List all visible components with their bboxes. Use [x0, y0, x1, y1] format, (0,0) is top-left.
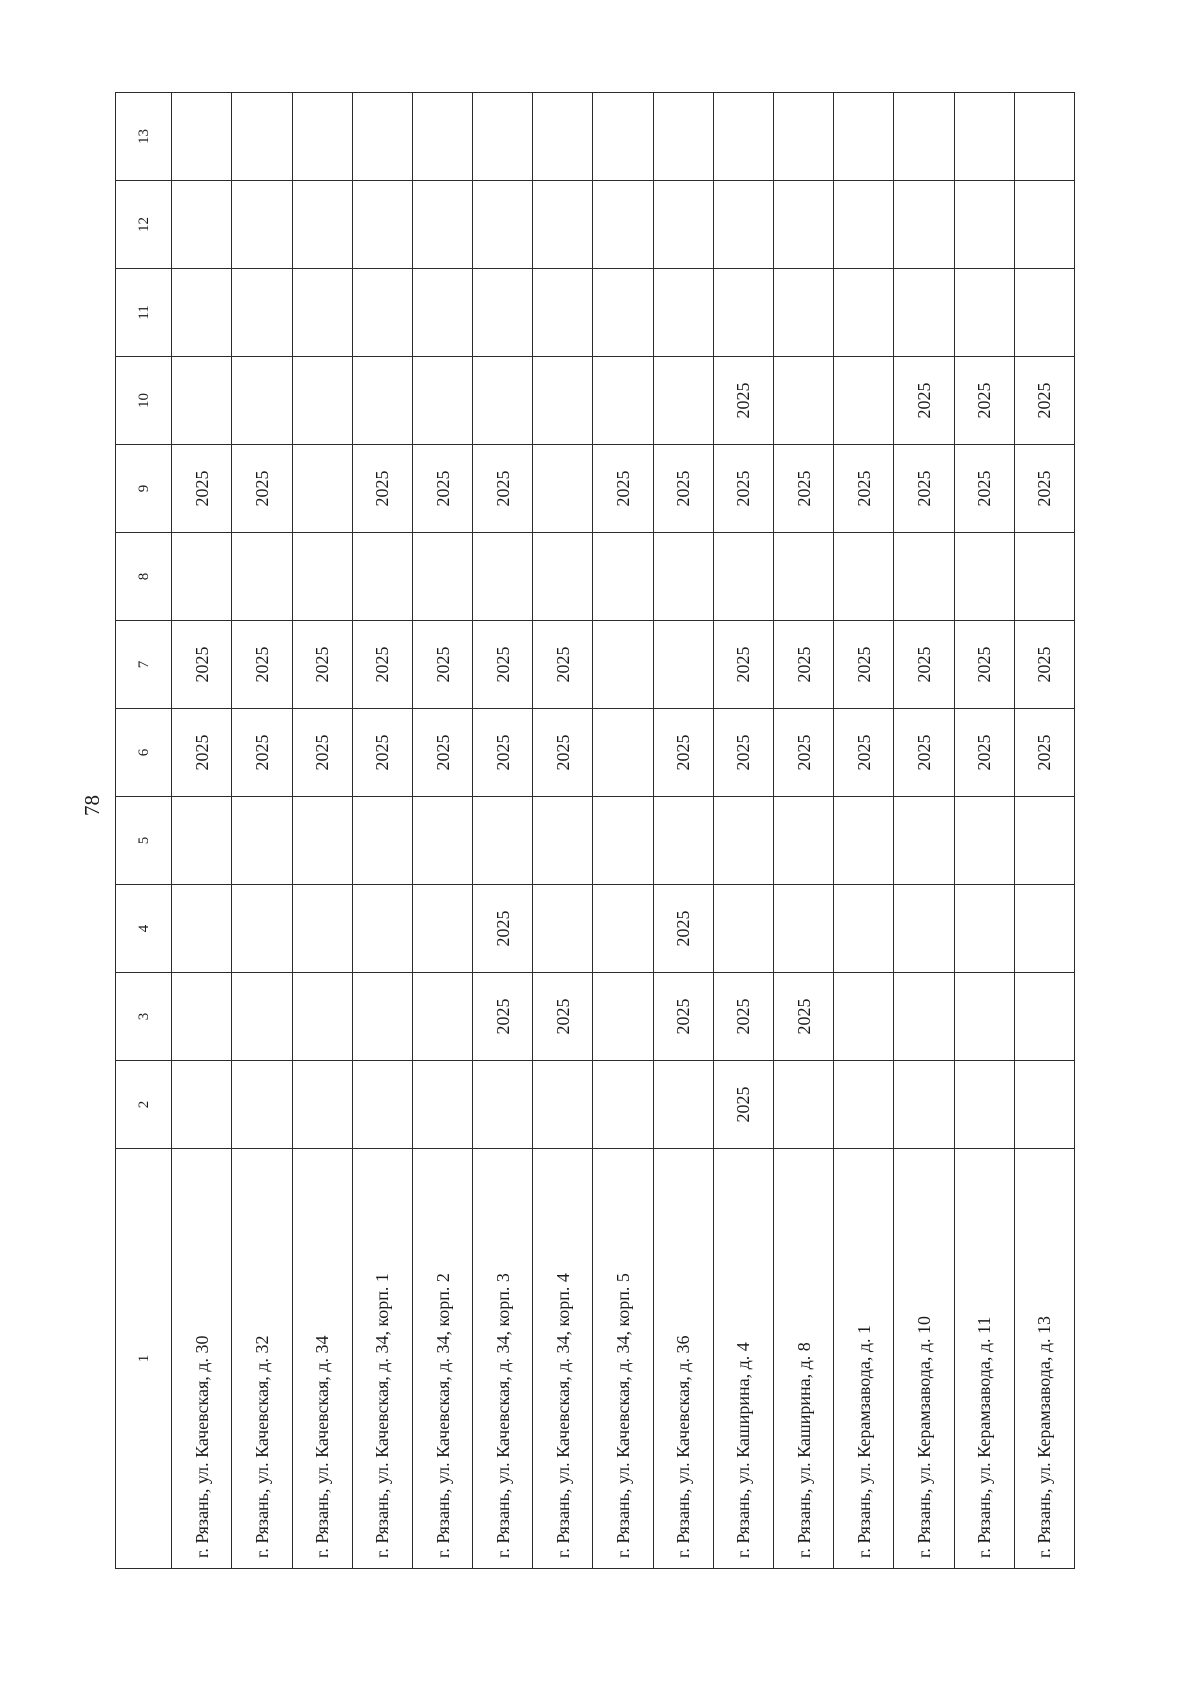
table-row: [774, 93, 834, 1569]
table-row: [894, 93, 954, 1569]
year-cell: 2025: [533, 973, 593, 1061]
year-cell: 2025: [172, 709, 232, 797]
year-cell: [292, 885, 352, 973]
year-cell: [894, 797, 954, 885]
year-cell: [834, 269, 894, 357]
year-cell: [172, 181, 232, 269]
year-cell: [232, 973, 292, 1061]
year-cell: [774, 885, 834, 973]
year-cell: [713, 797, 773, 885]
page-number: 78: [80, 795, 104, 816]
year-cell: 2025: [713, 973, 773, 1061]
year-cell: [593, 1061, 653, 1149]
year-cell: [533, 93, 593, 181]
year-cell: [954, 93, 1014, 181]
year-cell: [1014, 181, 1074, 269]
year-cell: 2025: [473, 709, 533, 797]
year-cell: [774, 1061, 834, 1149]
year-cell: [232, 93, 292, 181]
year-cell: 2025: [232, 445, 292, 533]
year-cell: 2025: [1014, 357, 1074, 445]
year-cell: [593, 621, 653, 709]
year-cell: 2025: [653, 973, 713, 1061]
year-cell: 2025: [713, 621, 773, 709]
year-cell: [894, 885, 954, 973]
year-cell: [713, 181, 773, 269]
year-cell: [593, 93, 653, 181]
register-table-container: [115, 93, 1075, 1569]
year-cell: 2025: [894, 709, 954, 797]
address-cell: г. Рязань, ул. Каширина, д. 4: [713, 1149, 773, 1569]
year-cell: 2025: [834, 709, 894, 797]
year-cell: [473, 269, 533, 357]
year-cell: [593, 533, 653, 621]
year-cell: 2025: [653, 709, 713, 797]
year-cell: [292, 797, 352, 885]
year-cell: 2025: [172, 621, 232, 709]
register-table: [115, 92, 1075, 1569]
year-cell: [1014, 885, 1074, 973]
year-cell: [653, 1061, 713, 1149]
year-cell: 2025: [1014, 709, 1074, 797]
year-cell: 2025: [232, 709, 292, 797]
column-number: 7: [116, 621, 172, 709]
year-cell: [1014, 533, 1074, 621]
address-cell: г. Рязань, ул. Качевская, д. 34, корп. 4: [533, 1149, 593, 1569]
year-cell: [352, 533, 412, 621]
year-cell: [292, 269, 352, 357]
year-cell: 2025: [653, 885, 713, 973]
year-cell: 2025: [473, 973, 533, 1061]
year-cell: [473, 797, 533, 885]
year-cell: [352, 93, 412, 181]
year-cell: [593, 181, 653, 269]
year-cell: [894, 1061, 954, 1149]
year-cell: [894, 973, 954, 1061]
column-number: 12: [116, 181, 172, 269]
year-cell: [774, 269, 834, 357]
year-cell: [1014, 797, 1074, 885]
address-cell: г. Рязань, ул. Качевская, д. 36: [653, 1149, 713, 1569]
column-number: 4: [116, 885, 172, 973]
table-row: [412, 93, 472, 1569]
year-cell: 2025: [412, 621, 472, 709]
year-cell: [713, 93, 773, 181]
year-cell: 2025: [292, 709, 352, 797]
year-cell: 2025: [412, 445, 472, 533]
year-cell: [232, 1061, 292, 1149]
year-cell: [473, 93, 533, 181]
year-cell: [292, 357, 352, 445]
year-cell: [473, 533, 533, 621]
year-cell: [352, 181, 412, 269]
table-row: [713, 93, 773, 1569]
year-cell: [774, 797, 834, 885]
year-cell: [834, 181, 894, 269]
year-cell: [593, 269, 653, 357]
year-cell: 2025: [412, 709, 472, 797]
year-cell: [593, 709, 653, 797]
year-cell: [1014, 93, 1074, 181]
year-cell: [352, 1061, 412, 1149]
year-cell: [954, 797, 1014, 885]
year-cell: [894, 269, 954, 357]
year-cell: 2025: [473, 621, 533, 709]
year-cell: [653, 269, 713, 357]
year-cell: [412, 797, 472, 885]
year-cell: [172, 533, 232, 621]
year-cell: [412, 357, 472, 445]
year-cell: [352, 885, 412, 973]
year-cell: [653, 181, 713, 269]
year-cell: 2025: [954, 709, 1014, 797]
table-row: [292, 93, 352, 1569]
year-cell: [232, 357, 292, 445]
year-cell: [834, 1061, 894, 1149]
year-cell: 2025: [954, 445, 1014, 533]
year-cell: [894, 93, 954, 181]
year-cell: [894, 533, 954, 621]
year-cell: [954, 533, 1014, 621]
header-row: [116, 93, 172, 1569]
column-number: 13: [116, 93, 172, 181]
year-cell: [954, 1061, 1014, 1149]
year-cell: 2025: [653, 445, 713, 533]
column-number: 10: [116, 357, 172, 445]
year-cell: [412, 533, 472, 621]
year-cell: 2025: [172, 445, 232, 533]
year-cell: [172, 885, 232, 973]
year-cell: 2025: [593, 445, 653, 533]
year-cell: [172, 93, 232, 181]
year-cell: [533, 181, 593, 269]
address-cell: г. Рязань, ул. Керамзавода, д. 10: [894, 1149, 954, 1569]
year-cell: [834, 797, 894, 885]
year-cell: [232, 181, 292, 269]
year-cell: 2025: [774, 621, 834, 709]
year-cell: 2025: [894, 357, 954, 445]
year-cell: [533, 445, 593, 533]
year-cell: 2025: [894, 621, 954, 709]
year-cell: [352, 269, 412, 357]
year-cell: [172, 797, 232, 885]
year-cell: [292, 973, 352, 1061]
table-row: [834, 93, 894, 1569]
year-cell: [533, 533, 593, 621]
year-cell: 2025: [713, 445, 773, 533]
year-cell: 2025: [954, 357, 1014, 445]
year-cell: [412, 269, 472, 357]
table-row: [473, 93, 533, 1569]
year-cell: 2025: [774, 709, 834, 797]
year-cell: 2025: [533, 709, 593, 797]
year-cell: [653, 797, 713, 885]
address-cell: г. Рязань, ул. Качевская, д. 32: [232, 1149, 292, 1569]
year-cell: [713, 533, 773, 621]
year-cell: [954, 269, 1014, 357]
year-cell: 2025: [954, 621, 1014, 709]
year-cell: [352, 797, 412, 885]
year-cell: [774, 533, 834, 621]
table-row: [232, 93, 292, 1569]
year-cell: 2025: [1014, 445, 1074, 533]
year-cell: 2025: [774, 973, 834, 1061]
year-cell: [172, 1061, 232, 1149]
year-cell: [834, 973, 894, 1061]
year-cell: 2025: [533, 621, 593, 709]
year-cell: [292, 533, 352, 621]
year-cell: [292, 445, 352, 533]
table-row: [1014, 93, 1074, 1569]
year-cell: [473, 181, 533, 269]
year-cell: 2025: [473, 445, 533, 533]
year-cell: [412, 181, 472, 269]
table-row: [533, 93, 593, 1569]
year-cell: [1014, 269, 1074, 357]
year-cell: 2025: [713, 709, 773, 797]
year-cell: [412, 885, 472, 973]
year-cell: 2025: [713, 1061, 773, 1149]
year-cell: [653, 533, 713, 621]
address-cell: г. Рязань, ул. Качевская, д. 34: [292, 1149, 352, 1569]
address-cell: г. Рязань, ул. Каширина, д. 8: [774, 1149, 834, 1569]
year-cell: [473, 1061, 533, 1149]
year-cell: [774, 357, 834, 445]
year-cell: 2025: [834, 445, 894, 533]
year-cell: [172, 357, 232, 445]
year-cell: 2025: [352, 709, 412, 797]
address-cell: г. Рязань, ул. Качевская, д. 34, корп. 1: [352, 1149, 412, 1569]
year-cell: [533, 797, 593, 885]
year-cell: [292, 1061, 352, 1149]
register-table-body: [116, 93, 1075, 1569]
address-cell: г. Рязань, ул. Качевская, д. 34, корп. 3: [473, 1149, 533, 1569]
year-cell: [653, 621, 713, 709]
year-cell: [834, 885, 894, 973]
year-cell: [232, 533, 292, 621]
year-cell: [412, 93, 472, 181]
year-cell: 2025: [232, 621, 292, 709]
column-number: 1: [116, 1149, 172, 1569]
address-cell: г. Рязань, ул. Качевская, д. 34, корп. 2: [412, 1149, 472, 1569]
year-cell: 2025: [834, 621, 894, 709]
year-cell: [352, 973, 412, 1061]
address-cell: г. Рязань, ул. Качевская, д. 30: [172, 1149, 232, 1569]
year-cell: [894, 181, 954, 269]
column-number: 3: [116, 973, 172, 1061]
year-cell: [774, 93, 834, 181]
year-cell: [954, 885, 1014, 973]
year-cell: [473, 357, 533, 445]
year-cell: 2025: [292, 621, 352, 709]
year-cell: [954, 181, 1014, 269]
year-cell: 2025: [1014, 621, 1074, 709]
year-cell: [172, 973, 232, 1061]
column-number: 5: [116, 797, 172, 885]
year-cell: [292, 181, 352, 269]
year-cell: [653, 357, 713, 445]
year-cell: 2025: [352, 621, 412, 709]
table-row: [653, 93, 713, 1569]
year-cell: [412, 1061, 472, 1149]
address-cell: г. Рязань, ул. Качевская, д. 34, корп. 5: [593, 1149, 653, 1569]
year-cell: [172, 269, 232, 357]
year-cell: [232, 269, 292, 357]
address-cell: г. Рязань, ул. Керамзавода, д. 1: [834, 1149, 894, 1569]
column-number: 6: [116, 709, 172, 797]
column-number: 9: [116, 445, 172, 533]
year-cell: [774, 181, 834, 269]
address-cell: г. Рязань, ул. Керамзавода, д. 13: [1014, 1149, 1074, 1569]
year-cell: [292, 93, 352, 181]
column-number: 8: [116, 533, 172, 621]
year-cell: [593, 885, 653, 973]
year-cell: 2025: [473, 885, 533, 973]
year-cell: [954, 973, 1014, 1061]
year-cell: [533, 269, 593, 357]
year-cell: [834, 357, 894, 445]
year-cell: [232, 885, 292, 973]
year-cell: [593, 973, 653, 1061]
year-cell: [1014, 973, 1074, 1061]
year-cell: [834, 93, 894, 181]
year-cell: [713, 269, 773, 357]
year-cell: 2025: [774, 445, 834, 533]
year-cell: [352, 357, 412, 445]
year-cell: [653, 93, 713, 181]
year-cell: [593, 357, 653, 445]
year-cell: 2025: [352, 445, 412, 533]
year-cell: [834, 533, 894, 621]
year-cell: [533, 1061, 593, 1149]
table-row: [593, 93, 653, 1569]
year-cell: [412, 973, 472, 1061]
year-cell: [713, 885, 773, 973]
column-number: 11: [116, 269, 172, 357]
column-number: 2: [116, 1061, 172, 1149]
table-row: [954, 93, 1014, 1569]
table-row: [352, 93, 412, 1569]
year-cell: 2025: [713, 357, 773, 445]
table-row: [172, 93, 232, 1569]
year-cell: 2025: [894, 445, 954, 533]
year-cell: [232, 797, 292, 885]
year-cell: [593, 797, 653, 885]
address-cell: г. Рязань, ул. Керамзавода, д. 11: [954, 1149, 1014, 1569]
year-cell: [533, 885, 593, 973]
year-cell: [1014, 1061, 1074, 1149]
year-cell: [533, 357, 593, 445]
